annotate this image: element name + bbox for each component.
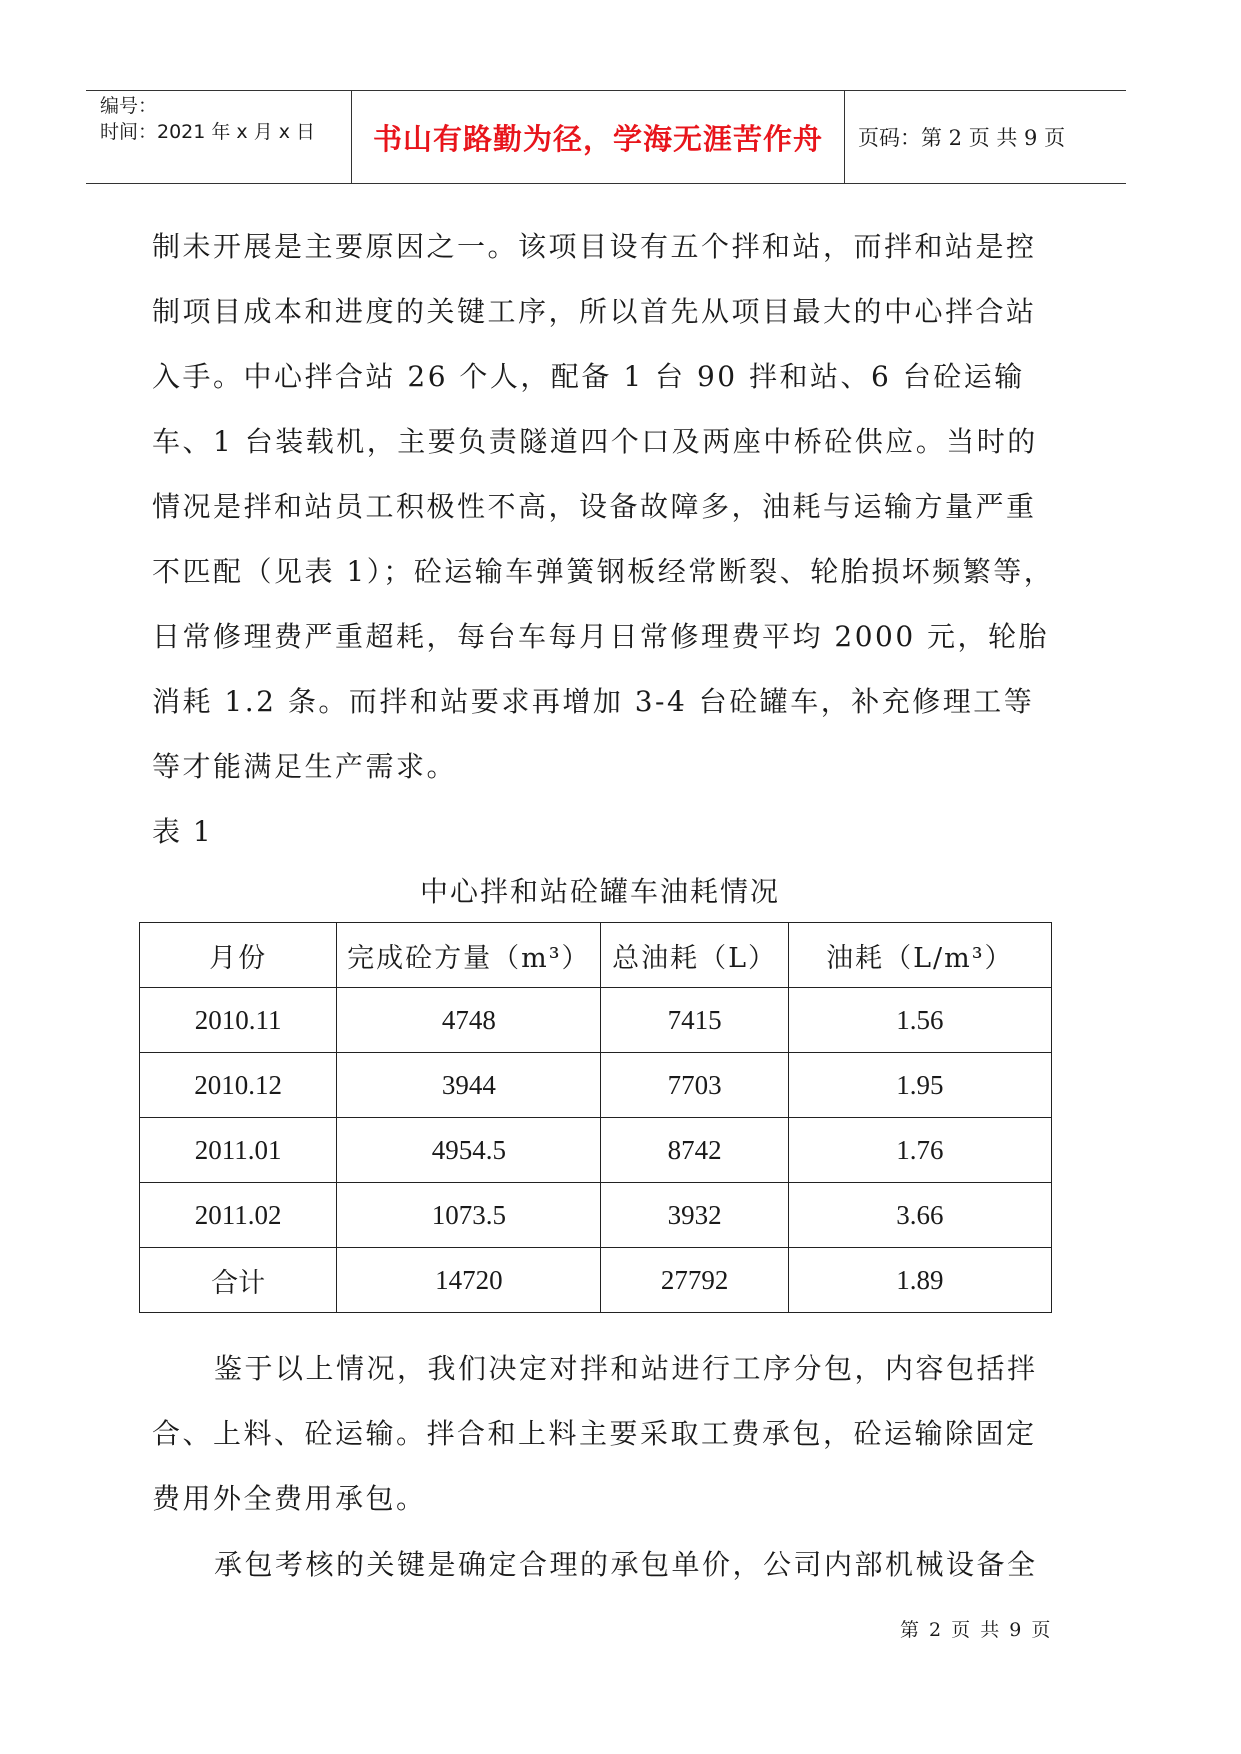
- page-header: [86, 90, 1126, 184]
- table-cell: 3.66: [788, 1183, 1051, 1248]
- table-cell: 1.76: [788, 1118, 1051, 1183]
- table-cell: 14720: [337, 1248, 601, 1313]
- table-cell: 7703: [601, 1053, 788, 1118]
- column-header-total-fuel: 总油耗（L）: [601, 923, 788, 988]
- table-cell: 2010.11: [140, 988, 337, 1053]
- page-footer: 第 2 页 共 9 页: [900, 1619, 1053, 1641]
- table-cell: 8742: [601, 1118, 788, 1183]
- table-label: 表 1: [152, 815, 213, 848]
- body-paragraph: 承包考核的关键是确定合理的承包单价，公司内部机械设备全: [214, 1548, 1038, 1581]
- body-paragraph: 鉴于以上情况，我们决定对拌和站进行工序分包，内容包括拌合、上料、砼运输。拌合和上料主要采取工费承包，砼运输除固定费用外全费用承包。: [152, 1352, 1038, 1515]
- date-label: 时间：2021 年 x 月 x 日: [100, 121, 316, 143]
- table-cell: 27792: [601, 1248, 788, 1313]
- table-row: [140, 1053, 1052, 1118]
- column-header-fuel-rate: 油耗（L/m³）: [788, 923, 1051, 988]
- header-page-info: 页码：第 2 页 共 9 页: [858, 126, 1066, 150]
- table-cell: 4748: [337, 988, 601, 1053]
- table-cell: 2010.12: [140, 1053, 337, 1118]
- table-cell: 3944: [337, 1053, 601, 1118]
- table-row: [140, 1183, 1052, 1248]
- table-cell: 3932: [601, 1183, 788, 1248]
- header-divider: [351, 91, 352, 183]
- table-cell: 2011.01: [140, 1118, 337, 1183]
- table-total-row: [140, 1248, 1052, 1313]
- table-row: [140, 1118, 1052, 1183]
- table-header-row: [140, 923, 1052, 988]
- table-cell: 合计: [140, 1248, 337, 1313]
- column-header-volume: 完成砼方量（m³）: [337, 923, 601, 988]
- column-header-month: 月份: [140, 923, 337, 988]
- table-cell: 2011.02: [140, 1183, 337, 1248]
- body-paragraph: 制未开展是主要原因之一。该项目设有五个拌和站，而拌和站是控制项目成本和进度的关键工序，所以首先从项目最大的中心拌合站入手。中心拌合站 26 个人，配备 1 台 90 拌和站、6 台砼运输车、1 台装载机，主要负责隧道四个口及两座中桥砼供应。当时的情况是拌和站员工积极性不高，设备故障多，油耗与运输方量严重不匹配（见表 1）；砼运输车弹簧钢板经常断裂、轮胎损坏频繁等，日常修理费严重超耗，每台车每月日常修理费平均 2000 元，轮胎消耗 1.2 条。而拌和站要求再增加 3-4 台砼罐车，补充修理工等等才能满足生产需求。: [152, 230, 1055, 783]
- table-cell: 1.89: [788, 1248, 1051, 1313]
- table-cell: 1.95: [788, 1053, 1051, 1118]
- serial-number-label: 编号：: [100, 95, 158, 117]
- fuel-consumption-table: [139, 922, 1052, 1313]
- table-cell: 1.56: [788, 988, 1051, 1053]
- table-title: 中心拌和站砼罐车油耗情况: [419, 875, 780, 908]
- header-motto: 书山有路勤为径，学海无涯苦作舟: [372, 121, 823, 156]
- table-cell: 4954.5: [337, 1118, 601, 1183]
- table-cell: 1073.5: [337, 1183, 601, 1248]
- header-divider: [844, 91, 845, 183]
- header-meta: [100, 91, 355, 183]
- table-cell: 7415: [601, 988, 788, 1053]
- table-row: [140, 988, 1052, 1053]
